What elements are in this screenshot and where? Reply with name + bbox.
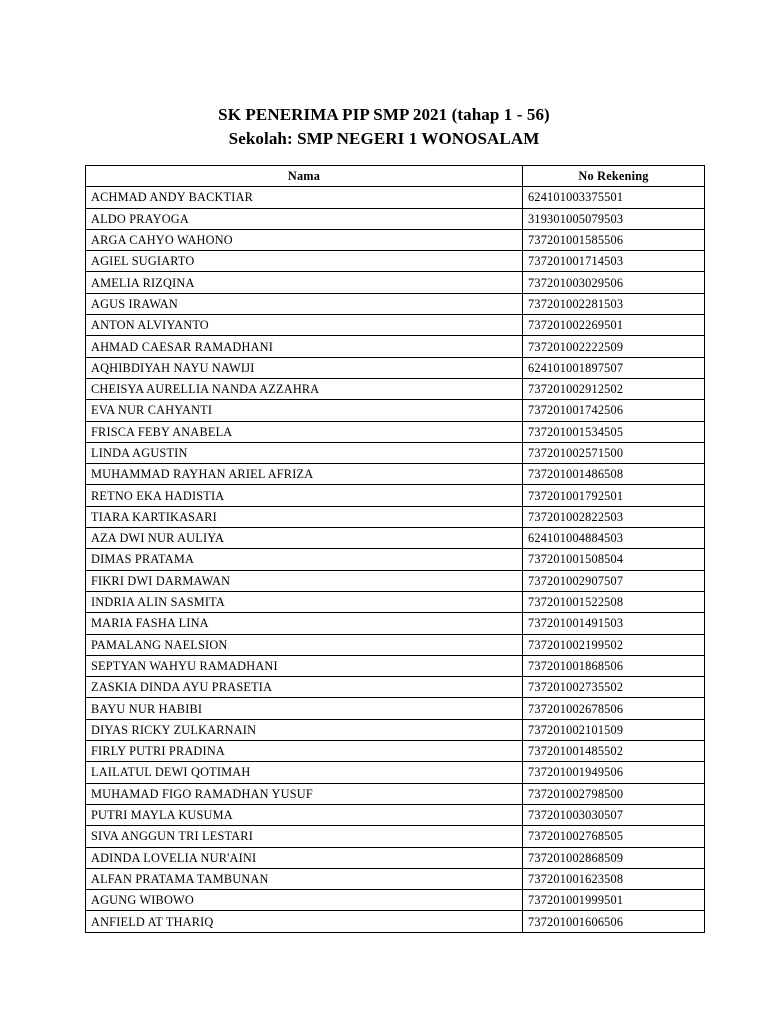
- table-row: [86, 485, 705, 506]
- account-number-cell: 737201002281503: [523, 293, 705, 314]
- table-row: [86, 528, 705, 549]
- account-number-cell: 737201002101509: [523, 719, 705, 740]
- student-name-cell: ACHMAD ANDY BACKTIAR: [86, 187, 523, 208]
- student-name-cell: MUHAMMAD RAYHAN ARIEL AFRIZA: [86, 464, 523, 485]
- account-number-cell: 737201002912502: [523, 378, 705, 399]
- table-row: [86, 464, 705, 485]
- table-row: [86, 442, 705, 463]
- table-row: [86, 229, 705, 250]
- account-number-cell: 737201001486508: [523, 464, 705, 485]
- student-name-cell: PUTRI MAYLA KUSUMA: [86, 804, 523, 825]
- student-name-cell: AGUNG WIBOWO: [86, 890, 523, 911]
- account-number-cell: 737201001792501: [523, 485, 705, 506]
- table-row: [86, 826, 705, 847]
- student-name-cell: BAYU NUR HABIBI: [86, 698, 523, 719]
- student-name-cell: AMELIA RIZQINA: [86, 272, 523, 293]
- student-name-cell: AGIEL SUGIARTO: [86, 251, 523, 272]
- table-row: [86, 762, 705, 783]
- student-name-cell: DIMAS PRATAMA: [86, 549, 523, 570]
- account-number-cell: 737201001585506: [523, 229, 705, 250]
- table-row: [86, 421, 705, 442]
- student-name-cell: AQHIBDIYAH NAYU NAWIJI: [86, 357, 523, 378]
- table-row: [86, 634, 705, 655]
- student-name-cell: TIARA KARTIKASARI: [86, 506, 523, 527]
- student-name-cell: FIKRI DWI DARMAWAN: [86, 570, 523, 591]
- column-header-no-rekening: No Rekening: [523, 166, 705, 187]
- account-number-cell: 737201001714503: [523, 251, 705, 272]
- table-row: [86, 272, 705, 293]
- table-row: [86, 911, 705, 932]
- account-number-cell: 624101003375501: [523, 187, 705, 208]
- student-name-cell: MARIA FASHA LINA: [86, 613, 523, 634]
- student-name-cell: EVA NUR CAHYANTI: [86, 400, 523, 421]
- account-number-cell: 737201001868506: [523, 655, 705, 676]
- table-row: [86, 783, 705, 804]
- account-number-cell: 737201002868509: [523, 847, 705, 868]
- account-number-cell: 737201002678506: [523, 698, 705, 719]
- table-row: [86, 591, 705, 612]
- student-name-cell: ADINDA LOVELIA NUR'AINI: [86, 847, 523, 868]
- table-row: [86, 677, 705, 698]
- account-number-cell: 737201001606506: [523, 911, 705, 932]
- account-number-cell: 624101004884503: [523, 528, 705, 549]
- student-name-cell: AHMAD CAESAR RAMADHANI: [86, 336, 523, 357]
- account-number-cell: 737201002571500: [523, 442, 705, 463]
- account-number-cell: 737201002768505: [523, 826, 705, 847]
- table-row: [86, 293, 705, 314]
- table-row: [86, 208, 705, 229]
- table-body: [86, 187, 705, 932]
- student-name-cell: INDRIA ALIN SASMITA: [86, 591, 523, 612]
- recipient-table: [85, 165, 705, 933]
- table-row: [86, 613, 705, 634]
- table-row: [86, 741, 705, 762]
- account-number-cell: 737201002907507: [523, 570, 705, 591]
- student-name-cell: AZA DWI NUR AULIYA: [86, 528, 523, 549]
- column-header-nama: Nama: [86, 166, 523, 187]
- account-number-cell: 737201001623508: [523, 868, 705, 889]
- table-row: [86, 890, 705, 911]
- table-row: [86, 506, 705, 527]
- account-number-cell: 737201002735502: [523, 677, 705, 698]
- student-name-cell: LAILATUL DEWI QOTIMAH: [86, 762, 523, 783]
- table-row: [86, 570, 705, 591]
- student-name-cell: FIRLY PUTRI PRADINA: [86, 741, 523, 762]
- account-number-cell: 737201003029506: [523, 272, 705, 293]
- account-number-cell: 319301005079503: [523, 208, 705, 229]
- table-row: [86, 847, 705, 868]
- table-row: [86, 655, 705, 676]
- table-row: [86, 187, 705, 208]
- student-name-cell: ZASKIA DINDA AYU PRASETIA: [86, 677, 523, 698]
- school-subtitle: Sekolah: SMP NEGERI 1 WONOSALAM: [228, 129, 540, 148]
- account-number-cell: 737201002822503: [523, 506, 705, 527]
- student-name-cell: RETNO EKA HADISTIA: [86, 485, 523, 506]
- student-name-cell: ALDO PRAYOGA: [86, 208, 523, 229]
- table-row: [86, 698, 705, 719]
- account-number-cell: 737201002222509: [523, 336, 705, 357]
- document-header: [0, 103, 768, 151]
- account-number-cell: 737201003030507: [523, 804, 705, 825]
- table-row: [86, 251, 705, 272]
- account-number-cell: 737201001508504: [523, 549, 705, 570]
- table-header-row: [86, 166, 705, 187]
- account-number-cell: 737201001491503: [523, 613, 705, 634]
- account-number-cell: 737201001949506: [523, 762, 705, 783]
- student-name-cell: CHEISYA AURELLIA NANDA AZZAHRA: [86, 378, 523, 399]
- account-number-cell: 737201001742506: [523, 400, 705, 421]
- student-name-cell: MUHAMAD FIGO RAMADHAN YUSUF: [86, 783, 523, 804]
- table-row: [86, 804, 705, 825]
- student-name-cell: ALFAN PRATAMA TAMBUNAN: [86, 868, 523, 889]
- table-row: [86, 315, 705, 336]
- account-number-cell: 737201002199502: [523, 634, 705, 655]
- student-name-cell: LINDA AGUSTIN: [86, 442, 523, 463]
- document-title: SK PENERIMA PIP SMP 2021 (tahap 1 - 56): [218, 105, 550, 124]
- account-number-cell: 737201001999501: [523, 890, 705, 911]
- student-name-cell: SEPTYAN WAHYU RAMADHANI: [86, 655, 523, 676]
- student-name-cell: PAMALANG NAELSION: [86, 634, 523, 655]
- table-row: [86, 400, 705, 421]
- student-name-cell: FRISCA FEBY ANABELA: [86, 421, 523, 442]
- student-name-cell: AGUS IRAWAN: [86, 293, 523, 314]
- account-number-cell: 737201001522508: [523, 591, 705, 612]
- table-row: [86, 719, 705, 740]
- table-row: [86, 378, 705, 399]
- account-number-cell: 737201001534505: [523, 421, 705, 442]
- table-row: [86, 868, 705, 889]
- account-number-cell: 737201002798500: [523, 783, 705, 804]
- table-row: [86, 549, 705, 570]
- account-number-cell: 624101001897507: [523, 357, 705, 378]
- table-row: [86, 357, 705, 378]
- table-row: [86, 336, 705, 357]
- account-number-cell: 737201001485502: [523, 741, 705, 762]
- account-number-cell: 737201002269501: [523, 315, 705, 336]
- student-name-cell: ANTON ALVIYANTO: [86, 315, 523, 336]
- student-name-cell: ANFIELD AT THARIQ: [86, 911, 523, 932]
- student-name-cell: SIVA ANGGUN TRI LESTARI: [86, 826, 523, 847]
- student-name-cell: DIYAS RICKY ZULKARNAIN: [86, 719, 523, 740]
- student-name-cell: ARGA CAHYO WAHONO: [86, 229, 523, 250]
